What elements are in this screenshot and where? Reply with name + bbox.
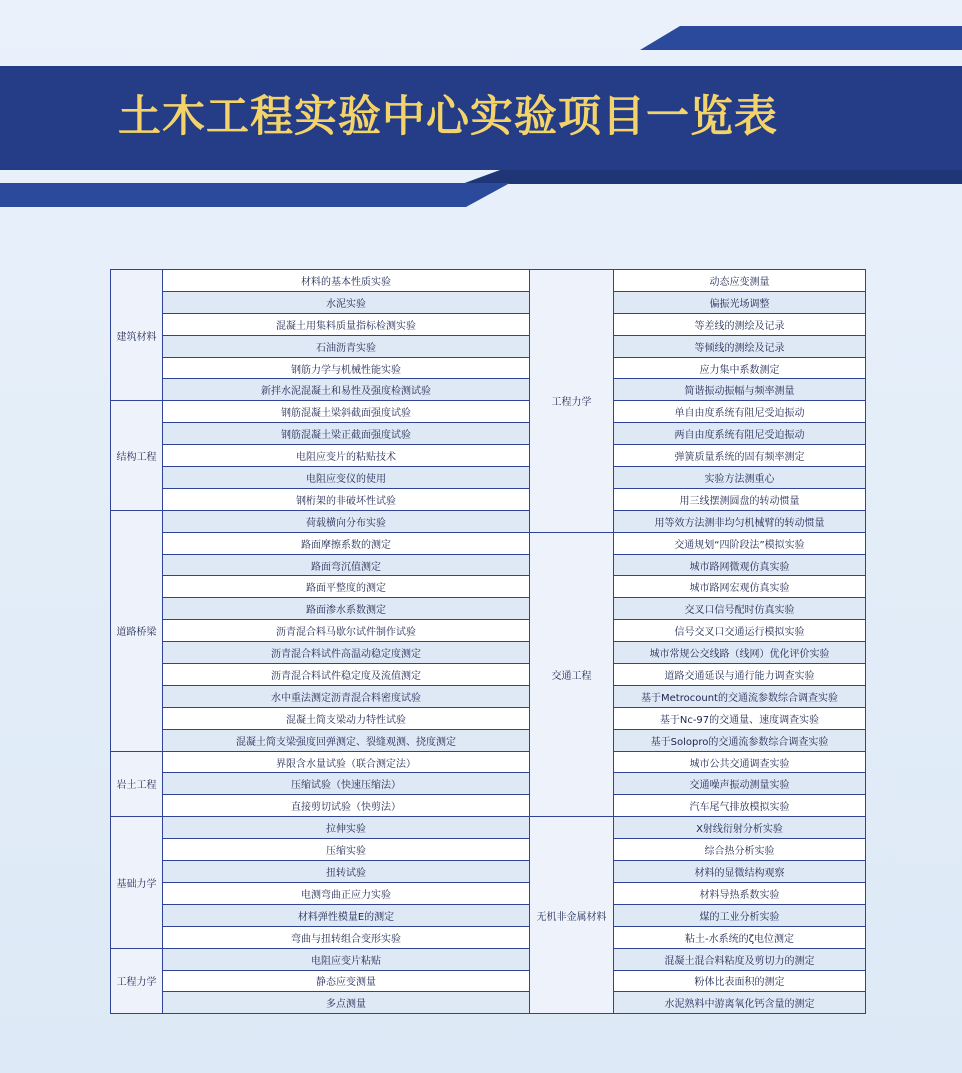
experiment-item-left: 电阻应变片的粘贴技术 — [163, 445, 530, 467]
experiment-item-left: 混凝土简支梁动力特性试验 — [163, 707, 530, 729]
category-cell-right: 无机非金属材料 — [530, 817, 614, 1014]
table-row — [111, 335, 866, 357]
experiment-item-left: 水泥实验 — [163, 291, 530, 313]
experiment-item-left: 弯曲与扭转组合变形实验 — [163, 926, 530, 948]
page-title: 土木工程实验中心实验项目一览表 — [118, 92, 778, 142]
table-row — [111, 379, 866, 401]
table-row — [111, 532, 866, 554]
experiment-item-left: 电测弯曲正应力实验 — [163, 882, 530, 904]
experiment-item-left: 电阻应变片粘贴 — [163, 948, 530, 970]
experiment-item-right: 基于Nc-97的交通量、速度调查实验 — [614, 707, 866, 729]
table-row — [111, 401, 866, 423]
category-cell-left: 结构工程 — [111, 401, 163, 510]
table-row — [111, 882, 866, 904]
experiment-item-right: 粉体比表面积的测定 — [614, 970, 866, 992]
experiment-item-left: 水中重法测定沥青混合料密度试验 — [163, 685, 530, 707]
decorative-stripe-right — [462, 170, 962, 184]
decorative-stripe-top — [640, 26, 962, 50]
experiment-item-left: 压缩试验（快速压缩法） — [163, 773, 530, 795]
experiment-item-right: 混凝土混合料粘度及剪切力的测定 — [614, 948, 866, 970]
table-row — [111, 664, 866, 686]
table-row — [111, 510, 866, 532]
table-row — [111, 554, 866, 576]
category-cell-left: 岩土工程 — [111, 751, 163, 817]
experiment-table-body — [111, 270, 866, 1014]
category-cell-left: 建筑材料 — [111, 270, 163, 401]
table-row — [111, 861, 866, 883]
experiment-item-left: 直接剪切试验（快剪法） — [163, 795, 530, 817]
table-row — [111, 904, 866, 926]
table-row — [111, 926, 866, 948]
table-row — [111, 751, 866, 773]
table-row — [111, 620, 866, 642]
category-cell-right: 交通工程 — [530, 532, 614, 817]
experiment-item-right: 城市公共交通调查实验 — [614, 751, 866, 773]
experiment-item-left: 材料弹性模量E的测定 — [163, 904, 530, 926]
experiment-item-left: 混凝土用集料质量指标检测实验 — [163, 313, 530, 335]
experiment-item-right: 材料导热系数实验 — [614, 882, 866, 904]
experiment-table — [110, 269, 866, 1014]
experiment-item-left: 沥青混合料马歇尔试件制作试验 — [163, 620, 530, 642]
experiment-item-right: 单自由度系统有阻尼受迫振动 — [614, 401, 866, 423]
decorative-stripe-bottom — [0, 183, 510, 207]
experiment-item-left: 荷载横向分布实验 — [163, 510, 530, 532]
experiment-item-right: 弹簧质量系统的固有频率测定 — [614, 445, 866, 467]
experiment-table-container — [110, 269, 865, 1012]
experiment-item-left: 新拌水泥混凝土和易性及强度检测试验 — [163, 379, 530, 401]
experiment-item-right: 道路交通延误与通行能力调查实验 — [614, 664, 866, 686]
table-row — [111, 685, 866, 707]
experiment-item-right: 综合热分析实验 — [614, 839, 866, 861]
table-row — [111, 992, 866, 1014]
table-row — [111, 598, 866, 620]
experiment-item-left: 钢筋力学与机械性能实验 — [163, 357, 530, 379]
table-row — [111, 291, 866, 313]
table-row — [111, 488, 866, 510]
experiment-item-right: 城市常规公交线路（线网）优化评价实验 — [614, 642, 866, 664]
experiment-item-left: 拉伸实验 — [163, 817, 530, 839]
experiment-item-left: 混凝土简支梁强度回弹测定、裂缝观测、挠度测定 — [163, 729, 530, 751]
experiment-item-left: 静态应变测量 — [163, 970, 530, 992]
experiment-item-right: 交通规划“四阶段法”模拟实验 — [614, 532, 866, 554]
experiment-item-left: 石油沥青实验 — [163, 335, 530, 357]
experiment-item-left: 压缩实验 — [163, 839, 530, 861]
table-row — [111, 839, 866, 861]
experiment-item-left: 钢筋混凝土梁正截面强度试验 — [163, 423, 530, 445]
experiment-item-left: 材料的基本性质实验 — [163, 270, 530, 292]
experiment-item-right: 交叉口信号配时仿真实验 — [614, 598, 866, 620]
experiment-item-left: 路面摩擦系数的测定 — [163, 532, 530, 554]
experiment-item-right: X射线衍射分析实验 — [614, 817, 866, 839]
experiment-item-left: 沥青混合料试件高温动稳定度测定 — [163, 642, 530, 664]
experiment-item-right: 粘土-水系统的ζ电位测定 — [614, 926, 866, 948]
experiment-item-right: 动态应变测量 — [614, 270, 866, 292]
experiment-item-right: 基于Metrocount的交通流参数综合调查实验 — [614, 685, 866, 707]
table-row — [111, 817, 866, 839]
experiment-item-right: 用三线摆测圆盘的转动惯量 — [614, 488, 866, 510]
table-row — [111, 773, 866, 795]
experiment-item-left: 界限含水量试验（联合测定法） — [163, 751, 530, 773]
category-cell-left: 工程力学 — [111, 948, 163, 1014]
experiment-item-right: 偏振光场调整 — [614, 291, 866, 313]
experiment-item-left: 钢筋混凝土梁斜截面强度试验 — [163, 401, 530, 423]
table-row — [111, 467, 866, 489]
experiment-item-right: 材料的显微结构观察 — [614, 861, 866, 883]
experiment-item-right: 水泥熟料中游离氧化钙含量的测定 — [614, 992, 866, 1014]
experiment-item-right: 汽车尾气排放模拟实验 — [614, 795, 866, 817]
experiment-item-left: 扭转试验 — [163, 861, 530, 883]
experiment-item-right: 应力集中系数测定 — [614, 357, 866, 379]
table-row — [111, 795, 866, 817]
table-row — [111, 357, 866, 379]
experiment-item-right: 交通噪声振动测量实验 — [614, 773, 866, 795]
experiment-item-left: 钢桁架的非破坏性试验 — [163, 488, 530, 510]
table-row — [111, 445, 866, 467]
experiment-item-right: 等倾线的测绘及记录 — [614, 335, 866, 357]
category-cell-left: 道路桥梁 — [111, 510, 163, 751]
table-row — [111, 270, 866, 292]
category-cell-right: 工程力学 — [530, 270, 614, 533]
experiment-item-right: 实验方法测重心 — [614, 467, 866, 489]
experiment-item-right: 等差线的测绘及记录 — [614, 313, 866, 335]
experiment-item-left: 沥青混合料试件稳定度及流值测定 — [163, 664, 530, 686]
table-row — [111, 423, 866, 445]
experiment-item-right: 煤的工业分析实验 — [614, 904, 866, 926]
table-row — [111, 313, 866, 335]
table-row — [111, 970, 866, 992]
table-row — [111, 576, 866, 598]
experiment-item-left: 路面平整度的测定 — [163, 576, 530, 598]
experiment-item-right: 简谐振动振幅与频率测量 — [614, 379, 866, 401]
table-row — [111, 642, 866, 664]
experiment-item-right: 两自由度系统有阻尼受迫振动 — [614, 423, 866, 445]
table-row — [111, 948, 866, 970]
table-row — [111, 729, 866, 751]
experiment-item-right: 基于Solopro的交通流参数综合调查实验 — [614, 729, 866, 751]
experiment-item-left: 路面渗水系数测定 — [163, 598, 530, 620]
experiment-item-left: 电阻应变仪的使用 — [163, 467, 530, 489]
experiment-item-right: 城市路网微观仿真实验 — [614, 554, 866, 576]
category-cell-left: 基础力学 — [111, 817, 163, 948]
experiment-item-right: 信号交叉口交通运行模拟实验 — [614, 620, 866, 642]
table-row — [111, 707, 866, 729]
experiment-item-left: 多点测量 — [163, 992, 530, 1014]
experiment-item-right: 城市路网宏观仿真实验 — [614, 576, 866, 598]
experiment-item-right: 用等效方法测非均匀机械臂的转动惯量 — [614, 510, 866, 532]
experiment-item-left: 路面弯沉值测定 — [163, 554, 530, 576]
